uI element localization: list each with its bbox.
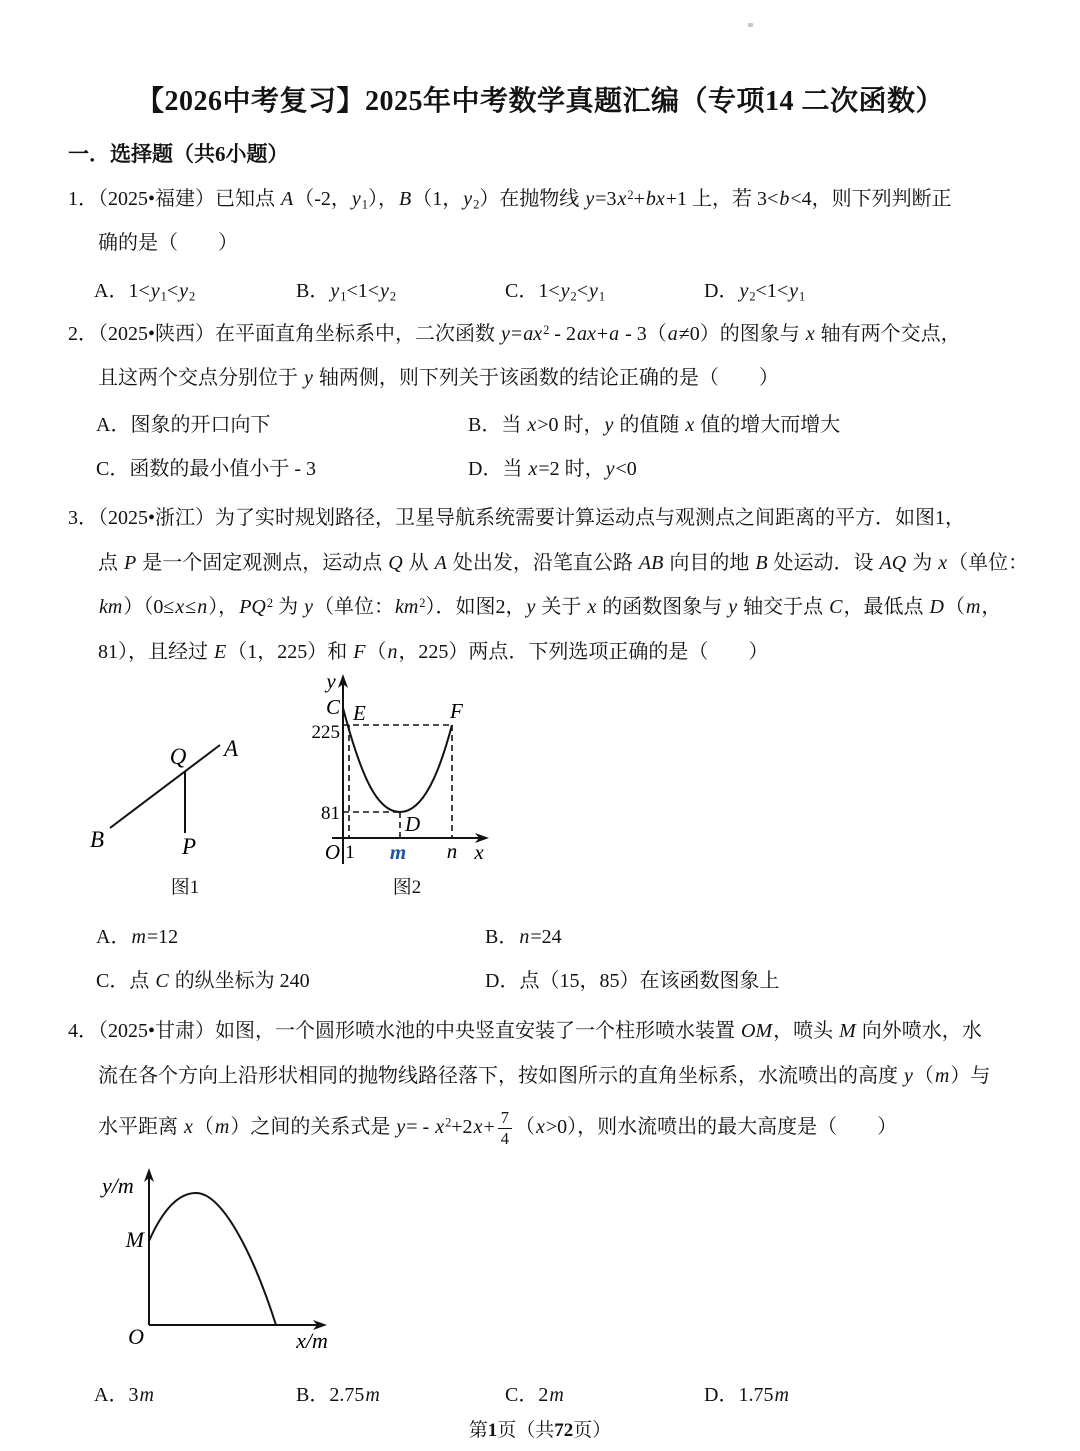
page-number-footer: 第1页（共72页） — [468, 1420, 612, 1441]
q1-stem-line-1: 1．（2025•福建）已知点 A（-2，$y_1$），B（1，$y_2$）在抛物线 $y=3x^2+bx+1$ 上，若 3<b<4，则下列判断正 — [68, 187, 952, 212]
q2-option-c: C．函数的最小值小于 - 3 — [96, 458, 316, 480]
fig1-point-P-label: P — [182, 834, 197, 859]
q1-option-b: B．$y_1<1<y_2$ — [296, 280, 397, 304]
q1-option-a: A．$1<y_1<y_2$ — [94, 280, 196, 304]
figure-2-caption: 图2 — [392, 877, 422, 898]
fig4-x-axis-label: x/m — [296, 1328, 328, 1353]
q4-option-c: C．2m — [505, 1384, 564, 1406]
q3-option-c: C．点 C 的纵坐标为 240 — [96, 970, 310, 992]
figure-2 — [312, 668, 502, 868]
fig4-origin-label: O — [128, 1324, 144, 1349]
q3-option-d: D．点（15，85）在该函数图象上 — [485, 970, 780, 992]
q1-option-c: C．$1<y_2<y_1$ — [505, 280, 606, 304]
q3-option-b: B．n=24 — [485, 926, 562, 948]
fig2-tick-81: 81 — [321, 803, 340, 824]
q3-option-a: A．m=12 — [96, 926, 179, 948]
fig1-point-Q-label: Q — [169, 744, 187, 769]
fig4-point-M-label: M — [125, 1227, 144, 1252]
q4-stem-line-2: 流在各个方向上沿形状相同的抛物线路径落下，按如图所示的直角坐标系，水流喷出的高度 y（m）与 — [98, 1065, 991, 1087]
fig1-point-A-label: A — [224, 736, 239, 761]
figure-1-caption: 图1 — [170, 877, 200, 898]
q1-option-d: D．$y_2<1<y_1$ — [704, 280, 806, 304]
q2-stem-line-1: 2．（2025•陕西）在平面直角坐标系中，二次函数 $y=ax^2 - 2ax+a - 3(a\ne 0)$的图象与 x 轴有两个交点， — [68, 322, 961, 345]
q3-stem-line-4: 81），且经过 E（1，225）和 F（n，225）两点．下列选项正确的是（ ） — [98, 641, 769, 663]
q4-option-b: B．2.75m — [296, 1384, 380, 1406]
q2-option-d: D．当 x=2 时，y<0 — [468, 458, 637, 480]
figure-4 — [90, 1165, 340, 1353]
q4-option-a: A．3m — [94, 1384, 154, 1406]
segment-BA — [110, 745, 220, 828]
fig2-tick-225: 225 — [311, 722, 340, 743]
fig2-point-C-label: C — [325, 695, 340, 719]
q3-stem-line-1: 3．（2025•浙江）为了实时规划路径，卫星导航系统需要计算运动点与观测点之间距离的平方．如图1， — [68, 507, 966, 529]
fig4-water-parabola-curve — [149, 1193, 276, 1325]
fig2-y-label: y — [326, 669, 336, 693]
fig2-point-D-label: D — [405, 812, 421, 836]
fig2-x-label: x — [474, 840, 484, 864]
page-title: 【2026中考复习】2025年中考数学真题汇编（专项14 二次函数） — [135, 86, 944, 117]
q1-stem-line-2: 确的是（ ） — [98, 232, 238, 254]
q2-stem-line-2: 且这两个交点分别位于 y 轴两侧，则下列关于该函数的结论正确的是（ ） — [98, 367, 779, 389]
q3-stem-line-2: 点 P 是一个固定观测点，运动点 Q 从 A 处出发，沿笔直公路 AB 向目的地 B 处运动．设 AQ 为 x（单位： — [98, 552, 1029, 574]
fig2-point-F-label: F — [450, 699, 463, 723]
fig2-tick-n: n — [446, 839, 458, 863]
figure-1 — [78, 692, 248, 867]
q2-option-a: A．图象的开口向下 — [96, 414, 271, 436]
fig2-tick-m: m — [389, 840, 407, 864]
fig1-point-B-label: B — [90, 827, 105, 852]
section-heading: 一．选择题（共6小题） — [68, 142, 289, 166]
fig2-origin-label: O — [324, 840, 340, 864]
q3-stem-line-3: km）（0≤x≤n），$PQ^2$ 为 y（单位：$km^2$）．如图2，y 关于 x 的函数图象与 y 轴交于点 C，最低点 D（m， — [99, 595, 1002, 618]
fig2-tick-1: 1 — [345, 842, 355, 863]
q4-stem-line-1: 4．（2025•甘肃）如图，一个圆形喷水池的中央竖直安装了一个柱形喷水装置 OM，喷头 M 向外喷水，水 — [68, 1020, 982, 1042]
fig2-point-E-label: E — [353, 701, 366, 725]
scan-artifact-dot — [748, 23, 753, 27]
fig4-y-axis-label: y/m — [102, 1173, 134, 1198]
q2-option-b: B．当 x>0 时，y 的值随 x 值的增大而增大 — [468, 414, 841, 436]
q4-stem-line-3: 水平距离 x（m）之间的关系式是 $y= - x^2+2x+$ $\frac{7}{4}$ （x>0），则水流喷出的最大高度是（ ） — [98, 1108, 898, 1148]
q4-option-d: D．1.75m — [704, 1384, 789, 1406]
